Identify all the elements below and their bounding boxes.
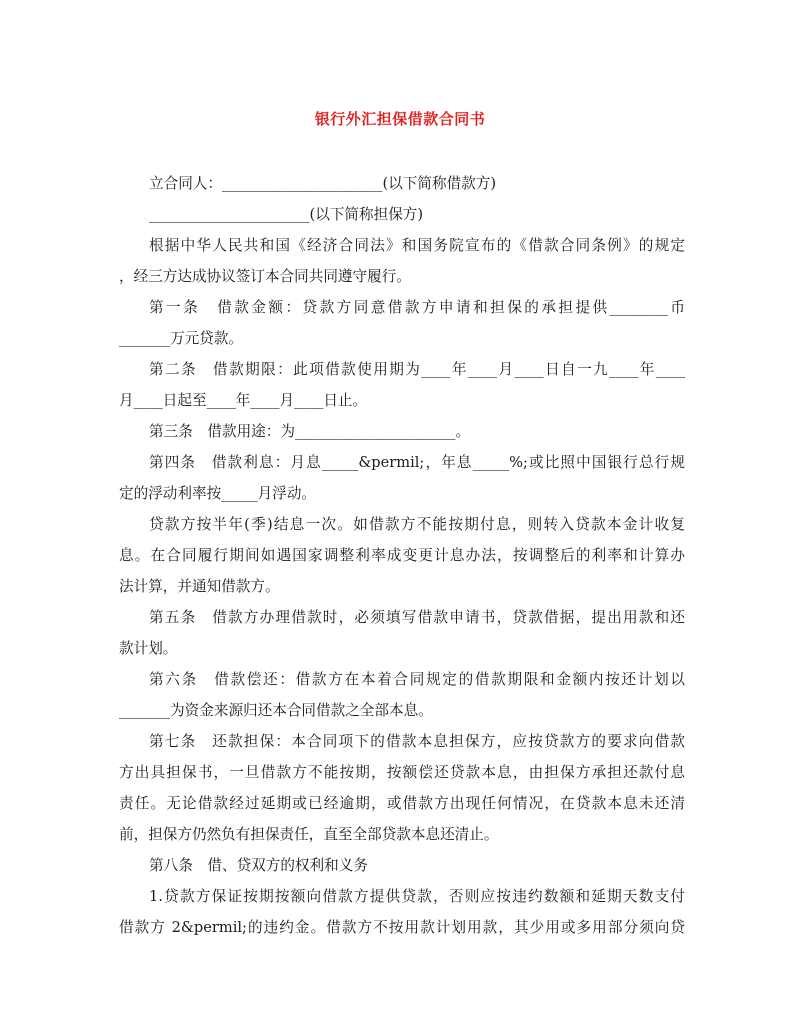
party-borrower-line: 立合同人：______________________(以下简称借款方) <box>149 175 497 192</box>
article-1-line-1: 第一条 借款金额：贷款方同意借款方申请和担保的承担提供________币 <box>149 299 685 316</box>
article-7-line-3: 责任。无论借款经过延期或已经逾期，或借款方出现任何情况，在贷款本息未还清 <box>119 795 685 812</box>
article-5-line-2: 款计划。 <box>119 640 178 657</box>
preamble-line-1: 根据中华人民共和国《经济合同法》和国务院宣布的《借款合同条例》的规定 <box>149 237 685 254</box>
article-8-item-1-line-1: 1.贷款方保证按期按额向借款方提供贷款，否则应按违约数额和延期天数支付 <box>149 888 685 905</box>
document-title: 银行外汇担保借款合同书 <box>314 110 486 128</box>
interest-line-3: 法计算，并通知借款方。 <box>119 578 280 595</box>
article-2-line-2: 月____日起至____年____月____日止。 <box>119 392 368 409</box>
article-5-line-1: 第五条 借款方办理借款时，必须填写借款申请书，贷款借据，提出用款和还 <box>149 609 685 626</box>
interest-line-2: 息。在合同履行期间如遇国家调整利率成变更计息办法，按调整后的利率和计算办 <box>119 547 685 564</box>
article-8-item-1-line-2: 借款方 2&permil;的违约金。借款方不按用款计划用款，其少用或多用部分须向贷 <box>119 919 685 936</box>
document-body <box>119 168 685 943</box>
article-1-line-2: _______万元贷款。 <box>119 330 244 347</box>
article-6-line-1: 第六条 借款偿还：借款方在本着合同规定的借款期限和金额内按还计划以 <box>149 671 685 688</box>
article-7-line-2: 方出具担保书，一旦借款方不能按期，按额偿还贷款本息，由担保方承担还款付息 <box>119 764 685 781</box>
article-8-heading: 第八条 借、贷双方的权利和义务 <box>149 857 368 874</box>
article-2-line-1: 第二条 借款期限：此项借款使用期为____年____月____日自一九____年____ <box>149 361 685 378</box>
article-4-line-1: 第四条 借款利息：月息_____&permil;，年息_____%;或比照中国银行总行规 <box>149 454 685 471</box>
article-3-line-1: 第三条 借款用途：为______________________。 <box>149 423 471 440</box>
party-guarantor-line: ______________________(以下简称担保方) <box>149 206 424 223</box>
article-7-line-4: 前，担保方仍然负有担保责任，直至全部贷款本息还清止。 <box>119 826 499 843</box>
article-7-line-1: 第七条 还款担保：本合同项下的借款本息担保方，应按贷款方的要求向借款 <box>149 733 685 750</box>
preamble-line-2: ，经三方达成协议签订本合同共同遵守履行。 <box>119 268 411 285</box>
article-6-line-2: _______为资金来源归还本合同借款之全部本息。 <box>119 702 433 719</box>
interest-line-1: 贷款方按半年(季)结息一次。如借款方不能按期付息，则转入贷款本金计收复 <box>149 516 685 533</box>
article-4-line-2: 定的浮动利率按_____月浮动。 <box>119 485 317 502</box>
